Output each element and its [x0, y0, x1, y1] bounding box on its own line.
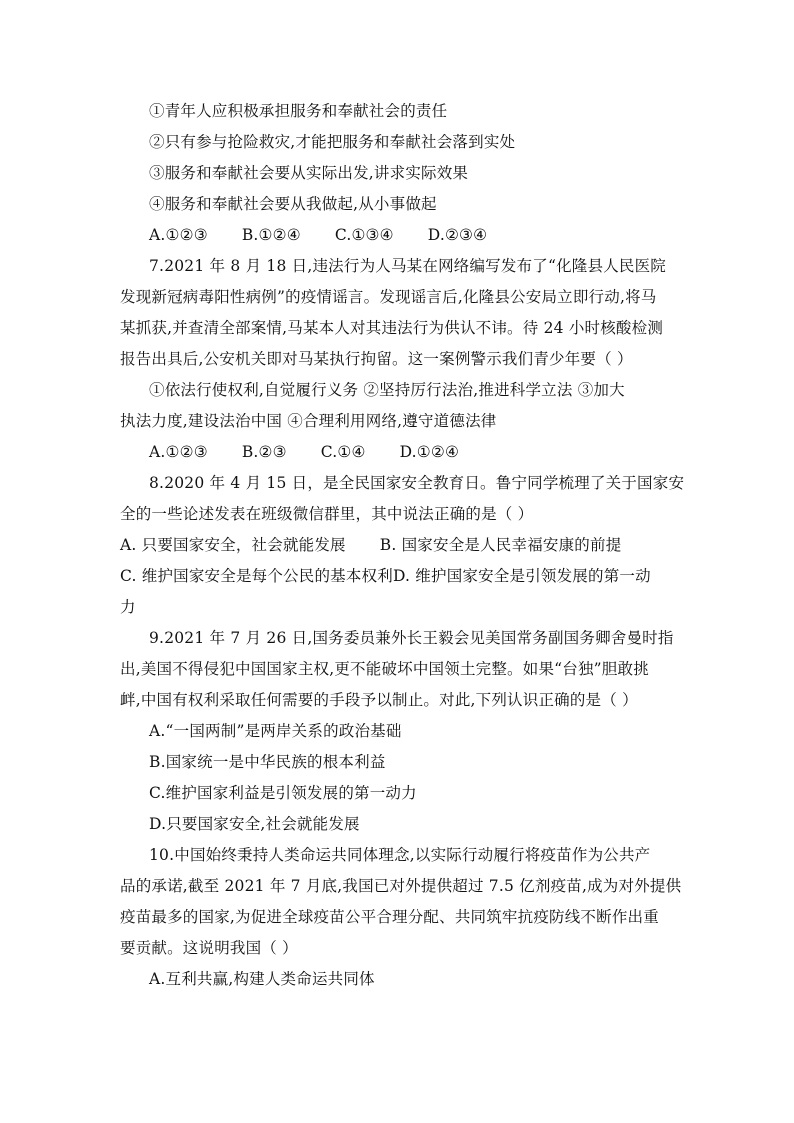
q8-options-cd-wrap: 力: [120, 598, 136, 616]
q8-options-cd[interactable]: C. 维护国家安全是每个公民的基本权利D. 维护国家安全是引领发展的第一动: [120, 567, 651, 585]
q7-stem-line-1: 7.2021 年 8 月 18 日,违法行为人马某在网络编写发布了“化隆县人民医院: [149, 257, 667, 275]
q9-option-a[interactable]: A.“一国两制”是两岸关系的政治基础: [149, 722, 402, 740]
q7-statements-line-2: 执法力度,建设法治中国 ④合理利用网络,遵守道德法律: [120, 412, 497, 430]
q6-option-d[interactable]: D.②③④: [427, 226, 488, 244]
q9-option-b[interactable]: B.国家统一是中华民族的根本利益: [149, 753, 386, 771]
q8-option-b[interactable]: B. 国家安全是人民幸福安康的前提: [379, 536, 622, 554]
q8-stem-line-2: 全的一些论述发表在班级微信群里，其中说法正确的是（ ）: [120, 505, 534, 523]
q7-option-b[interactable]: B.②③: [241, 443, 287, 461]
q8-option-a[interactable]: A. 只要国家安全，社会就能发展: [120, 536, 346, 554]
q10-stem-line-2: 品的承诺,截至 2021 年 7 月底,我国已对外提供超过 7.5 亿剂疫苗,成为对外提供: [120, 877, 682, 895]
q6-option-a[interactable]: A.①②③: [149, 226, 208, 244]
q8-stem-line-1: 8.2020 年 4 月 15 日，是全民国家安全教育日。鲁宁同学梳理了关于国家安: [149, 474, 685, 492]
q7-option-a[interactable]: A.①②③: [149, 443, 208, 461]
document-page: [120, 96, 685, 995]
q10-stem-line-1: 10.中国始终秉持人类命运共同体理念,以实际行动履行将疫苗作为公共产: [149, 846, 651, 864]
q7-stem-line-4: 报告出具后,公安机关即对马某执行拘留。这一案例警示我们青少年要（ ）: [120, 350, 633, 368]
q6-statement-3: ③服务和奉献社会要从实际出发,讲求实际效果: [149, 164, 469, 182]
q9-option-d[interactable]: D.只要国家安全,社会就能发展: [149, 815, 360, 833]
q6-statement-4: ④服务和奉献社会要从我做起,从小事做起: [149, 195, 437, 213]
q6-statement-2: ②只有参与抢险救灾,才能把服务和奉献社会落到实处: [149, 133, 516, 151]
q7-statements-line-1: ①依法行使权利,自觉履行义务 ②坚持厉行法治,推进科学立法 ③加大: [149, 381, 625, 399]
q7-option-d[interactable]: D.①②④: [399, 443, 460, 461]
q10-stem-line-3: 疫苗最多的国家,为促进全球疫苗公平合理分配、共同筑牢抗疫防线不断作出重: [120, 908, 659, 926]
q9-stem-line-2: 出,美国不得侵犯中国国家主权,更不能破坏中国领土完整。如果“台独”胆敢挑: [120, 660, 649, 678]
q7-option-c[interactable]: C.①④: [320, 443, 366, 461]
q7-stem-line-2: 发现新冠病毒阳性病例”的疫情谣言。发现谣言后,化隆县公安局立即行动,将马: [120, 288, 657, 306]
q8-options-ab: [120, 530, 676, 561]
q7-options: [120, 437, 676, 468]
q9-option-c[interactable]: C.维护国家利益是引领发展的第一动力: [149, 784, 417, 802]
q10-option-a[interactable]: A.互利共赢,构建人类命运共同体: [149, 970, 375, 988]
q6-statement-1: ①青年人应积极承担服务和奉献社会的责任: [149, 102, 448, 120]
q6-options: [120, 220, 676, 251]
q7-stem-line-3: 某抓获,并查清全部案情,马某本人对其违法行为供认不讳。待 24 小时核酸检测: [120, 319, 664, 337]
q9-stem-line-1: 9.2021 年 7 月 26 日,国务委员兼外长王毅会见美国常务副国务卿舍曼时指: [149, 629, 674, 647]
q10-stem-line-4: 要贡献。这说明我国（ ）: [120, 939, 298, 957]
q6-option-b[interactable]: B.①②④: [241, 226, 301, 244]
q9-stem-line-3: 衅,中国有权利采取任何需要的手段予以制止。对此,下列认识正确的是（ ）: [120, 691, 638, 709]
q6-option-c[interactable]: C.①③④: [334, 226, 394, 244]
